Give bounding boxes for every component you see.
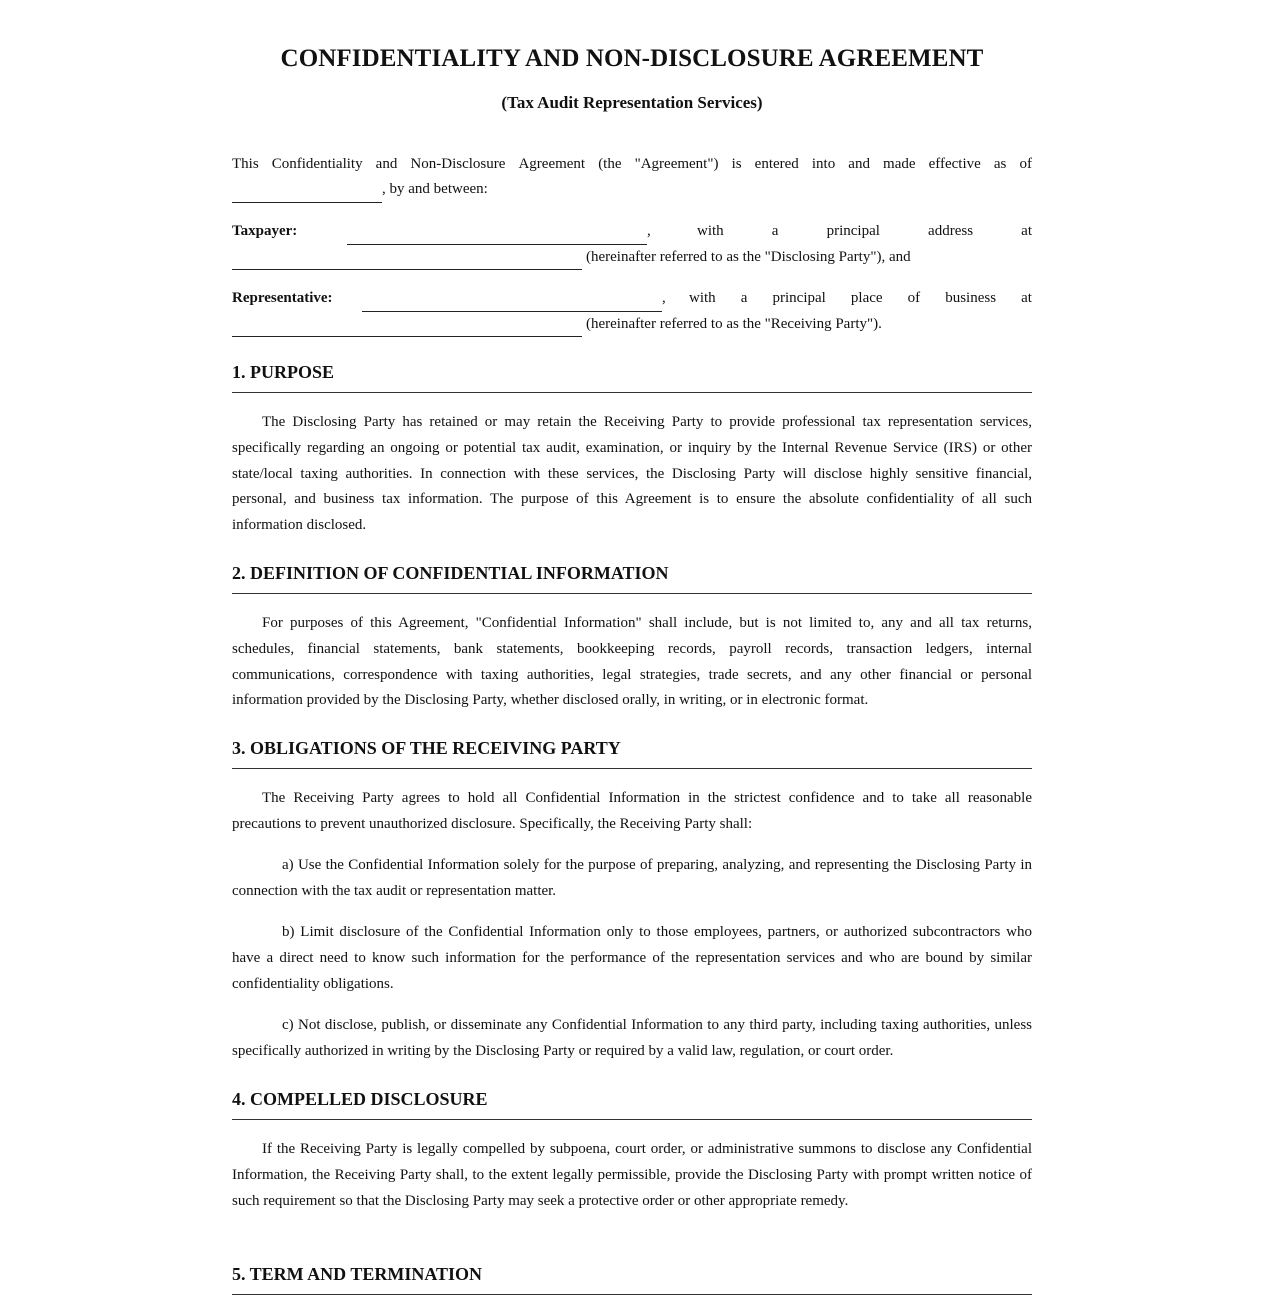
word: with <box>697 223 724 239</box>
intro-word: Agreement <box>518 156 586 172</box>
representative-label: Representative: <box>232 290 333 306</box>
intro-word: Confidentiality <box>271 156 363 172</box>
section-4-paragraph: If the Receiving Party is legally compelled by subpoena, court order, or administrative summons to disclose any Confidential Information, the Receiving Party shall, to the extent legally permissible, provide the Disclosing Party with prompt written notice of such requirement so that the Disclosing Party may seek a protective order or other appropriate remedy. <box>232 1141 1032 1209</box>
representative-hereinafter: (hereinafter referred to as the "Receiving Party"). <box>586 316 882 332</box>
word: of <box>907 290 921 306</box>
section-divider <box>232 1119 1032 1120</box>
intro-word: into <box>811 156 836 172</box>
document-title: CONFIDENTIALITY AND NON-DISCLOSURE AGREEMENT <box>280 45 984 72</box>
section-1-heading: 1. PURPOSE <box>232 362 335 382</box>
representative-address-words <box>689 286 1032 311</box>
section-3-item-c: c) Not disclose, publish, or disseminate any Confidential Information to any third party, including taxing authorities, unless specifically authorized in writing by the Disclosing Party or required by a valid law, regulation, or court order. <box>232 1017 1032 1059</box>
word: with <box>689 290 716 306</box>
intro-word: "Agreement") <box>634 156 719 172</box>
section-2-paragraph: For purposes of this Agreement, "Confidential Information" shall include, but is not limited to, any and all tax returns, schedules, financial statements, bank statements, bookkeeping records, payroll records, transaction ledgers, internal communications, correspondence with taxing authorities, legal strategies, trade secrets, and any other financial or personal information provided by the Disclosing Party, whether disclosed orally, in writing, or in electronic format. <box>232 615 1032 709</box>
word: place <box>850 290 883 306</box>
section-divider <box>232 593 1032 594</box>
section-1-paragraph: The Disclosing Party has retained or may retain the Receiving Party to provide professional tax representation services, specifically regarding an ongoing or potential tax audit, examination, or inquiry by the Internal Revenue Service (IRS) or other state/local taxing authorities. In connection with these services, the Disclosing Party will disclose highly sensitive financial, personal, and business tax information. The purpose of this Agreement is to ensure the absolute confidentiality of all such information disclosed. <box>232 414 1032 534</box>
taxpayer-hereinafter: (hereinafter referred to as the "Disclosing Party"), and <box>586 249 911 265</box>
word: a <box>771 223 779 239</box>
intro-word: is <box>731 156 742 172</box>
word: at <box>1021 223 1032 239</box>
intro-word: (the <box>598 156 622 172</box>
intro-word: of <box>1019 156 1032 172</box>
intro-word: made <box>883 156 916 172</box>
intro-by-and-between: , by and between: <box>382 181 488 197</box>
word: principal <box>772 290 826 306</box>
section-3-item-b: b) Limit disclosure of the Confidential Information only to those employees, partners, or authorized subcontractors who have a direct need to know such information for the performance of the representation services and who are bound by similar confidentiality obligations. <box>232 924 1032 992</box>
taxpayer-address-words <box>697 219 1032 244</box>
word: a <box>740 290 748 306</box>
section-divider <box>232 1294 1032 1295</box>
taxpayer-label: Taxpayer: <box>232 223 298 239</box>
intro-word: effective <box>928 156 981 172</box>
taxpayer-comma: , <box>647 223 651 239</box>
intro-word: and <box>375 156 398 172</box>
section-3-heading: 3. OBLIGATIONS OF THE RECEIVING PARTY <box>232 738 621 758</box>
representative-comma: , <box>662 290 666 306</box>
section-divider <box>232 392 1032 393</box>
intro-word: This <box>232 156 259 172</box>
word: business <box>945 290 997 306</box>
document-subtitle: (Tax Audit Representation Services) <box>501 93 763 112</box>
intro-text <box>232 152 1032 177</box>
section-divider <box>232 768 1032 769</box>
intro-word: entered <box>754 156 799 172</box>
section-5-heading: 5. TERM AND TERMINATION <box>232 1264 483 1284</box>
intro-word: Non-Disclosure <box>410 156 506 172</box>
word: at <box>1021 290 1032 306</box>
word: address <box>928 223 974 239</box>
intro-word: and <box>848 156 870 172</box>
section-4-heading: 4. COMPELLED DISCLOSURE <box>232 1089 488 1109</box>
word: principal <box>826 223 880 239</box>
intro-line <box>232 152 1032 177</box>
section-3-paragraph: The Receiving Party agrees to hold all Confidential Information in the strictest confidence and to take all reasonable precautions to prevent unauthorized disclosure. Specifically, the Receiving Party shall: <box>232 790 1032 832</box>
section-3-item-a: a) Use the Confidential Information solely for the purpose of preparing, analyzing, and representing the Disclosing Party in connection with the tax audit or representation matter. <box>232 857 1032 899</box>
intro-word: as <box>993 156 1007 172</box>
section-2-heading: 2. DEFINITION OF CONFIDENTIAL INFORMATION <box>232 563 669 583</box>
